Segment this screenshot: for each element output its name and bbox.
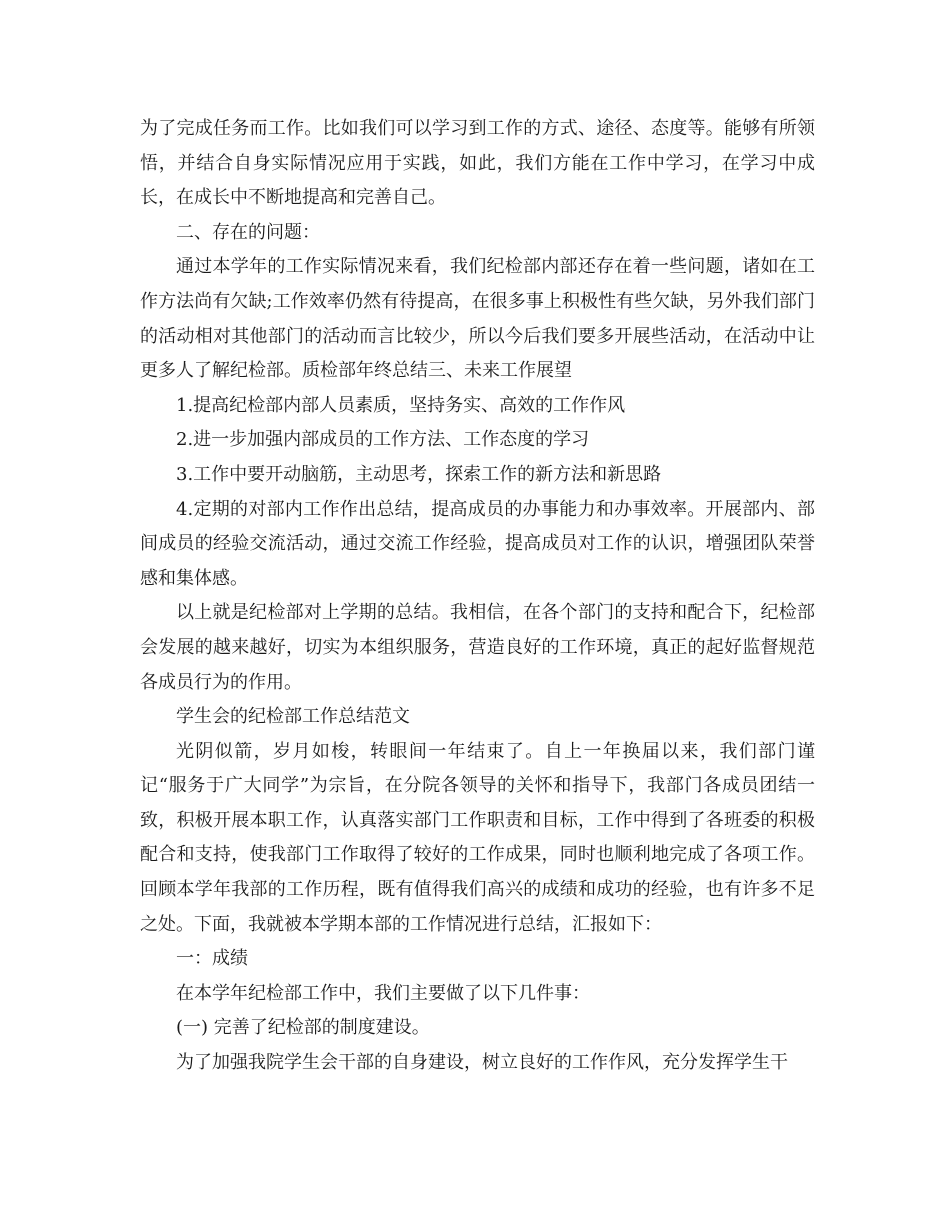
paragraph: 通过本学年的工作实际情况来看，我们纪检部内部还存在着一些问题，诸如在工作方法尚有欠缺;工作效率仍然有待提高，在很多事上积极性有些欠缺，另外我们部门的活动相对其他部门的活动而言比较少，所以今后我们要多开展些活动，在活动中让更多人了解纪检部。质检部年终总结三、未来工作展望	[140, 256, 815, 382]
paragraph: 光阴似箭，岁月如梭，转眼间一年结束了。自上一年换届以来，我们部门谨记“服务于广大同学”为宗旨，在分院各领导的关怀和指导下，我部门各成员团结一致，积极开展本职工作，认真落实部门工作职责和目标，工作中得到了各班委的积极配合和支持，使我部门工作取得了较好的工作成果，同时也顺利地完成了各项工作。回顾本学年我部的工作历程，既有值得我们高兴的成绩和成功的经验，也有许多不足之处。下面，我就被本学期本部的工作情况进行总结，汇报如下：	[140, 740, 815, 935]
list-item: 2.进一步加强内部成员的工作方法、工作态度的学习	[176, 429, 590, 451]
list-item: 4.定期的对部内工作作出总结，提高成员的办事能力和办事效率。开展部内、部间成员的经验交流活动，通过交流工作经验，提高成员对工作的认识，增强团队荣誉感和集体感。	[140, 498, 815, 589]
paragraph: 为了加强我院学生会干部的自身建设，树立良好的工作作风，充分发挥学生干	[176, 1052, 788, 1074]
sub-heading: (一) 完善了纪检部的制度建设。	[176, 1017, 430, 1039]
paragraph: 以上就是纪检部对上学期的总结。我相信，在各个部门的支持和配合下，纪检部会发展的越来越好，切实为本组织服务，营造良好的工作环境，真正的起好监督规范各成员行为的作用。	[140, 602, 815, 693]
list-item: 1.提高纪检部内部人员素质，坚持务实、高效的工作作风	[176, 394, 626, 416]
list-item: 3.工作中要开动脑筋，主动思考，探索工作的新方法和新思路	[176, 463, 662, 485]
section-title: 学生会的纪检部工作总结范文	[176, 706, 410, 728]
paragraph: 为了完成任务而工作。比如我们可以学习到工作的方式、途径、态度等。能够有所领悟，并结合自身实际情况应用于实践，如此，我们方能在工作中学习，在学习中成长，在成长中不断地提高和完善自己。	[140, 118, 815, 209]
document-body	[140, 112, 815, 1081]
section-heading: 一：成绩	[176, 948, 248, 970]
paragraph: 在本学年纪检部工作中，我们主要做了以下几件事：	[176, 982, 590, 1004]
section-heading: 二、存在的问题：	[176, 221, 320, 243]
